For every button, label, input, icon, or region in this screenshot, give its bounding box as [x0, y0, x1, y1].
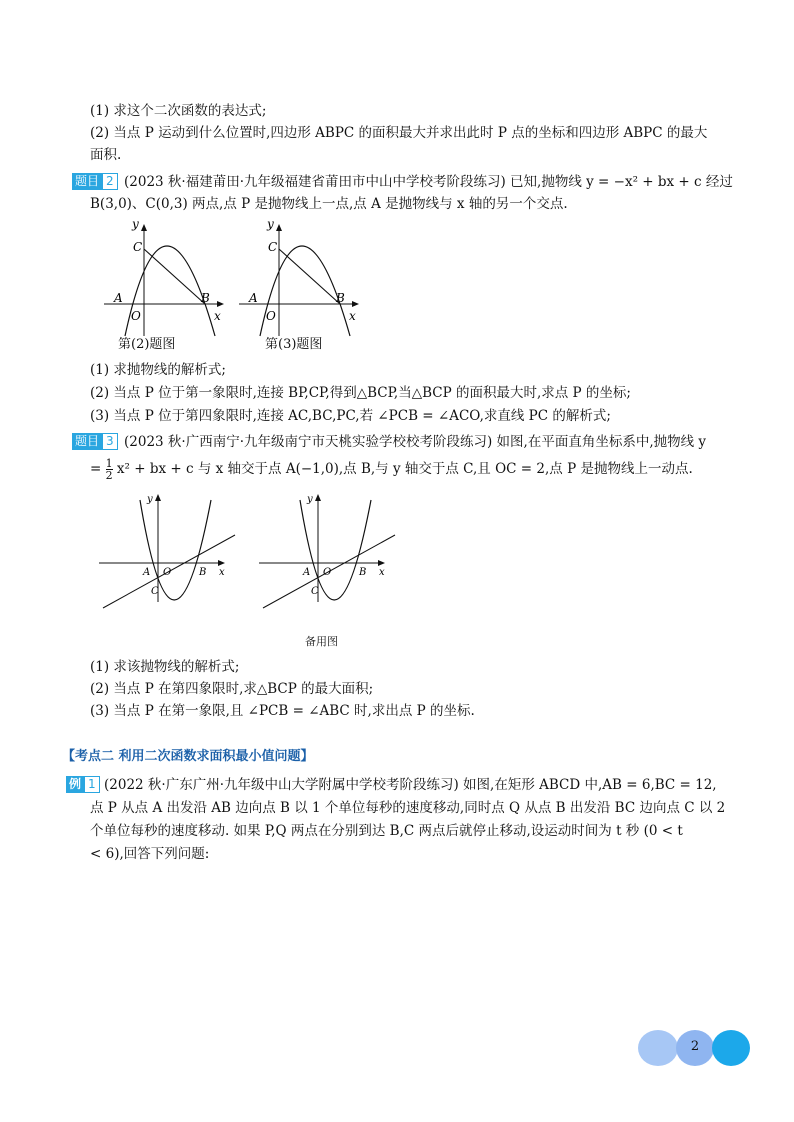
q3-stem-line1: (2023 秋·广西南宁·九年级南宁市天桃实验学校校考阶段练习) 如图,在平面直角坐标系中,抛物线 y	[124, 434, 707, 450]
q3-frac-num: 1	[105, 457, 113, 470]
q2-caption-3: 第(3)题图	[265, 337, 323, 352]
fig3-a-label: A	[249, 291, 258, 305]
q3-tag-number: 3	[102, 433, 118, 450]
q3l-a-label: A	[143, 567, 151, 578]
q3-part3: (3) 当点 P 在第一象限,且 ∠PCB = ∠ABC 时,求出点 P 的坐标.	[90, 703, 475, 719]
q3-tag	[72, 433, 118, 450]
ex1-tag	[66, 776, 100, 793]
q3l-b-label: B	[199, 567, 207, 578]
q2-stem-line1: (2023 秋·福建莆田·九年级福建省莆田市中山中学校考阶段练习) 已知,抛物线 y = −x² + bx + c 经过	[124, 174, 733, 190]
ex1-tag-label: 例	[66, 776, 84, 793]
q3l-y-label: y	[147, 494, 153, 505]
section-heading: 【考点二 利用二次函数求面积最小值问题】	[62, 749, 314, 764]
q2-caption-2: 第(2)题图	[118, 337, 176, 352]
q2-tag	[72, 173, 118, 190]
ex1-line1: (2022 秋·广东广州·九年级中山大学附属中学校考阶段练习) 如图,在矩形 ABCD 中,AB = 6,BC = 12,	[104, 777, 717, 793]
q3l-o-label: O	[163, 567, 172, 578]
fig2-a-label: A	[114, 291, 123, 305]
q2-figure-3	[235, 220, 365, 338]
q3-part1: (1) 求该抛物线的解析式;	[90, 659, 240, 675]
q3-tag-label: 题目	[72, 433, 102, 450]
q3-stem-line2	[90, 458, 693, 481]
q2-figure-2	[100, 220, 230, 338]
fig2-c-label: C	[133, 240, 143, 254]
q3-figure-right	[255, 490, 405, 610]
q3r-c-label: C	[311, 586, 319, 597]
q1-part1: (1) 求这个二次函数的表达式;	[90, 103, 267, 119]
fig3-o-label: O	[266, 309, 276, 323]
fig2-o-label: O	[131, 309, 141, 323]
q3-figure-left	[95, 490, 245, 610]
page-badge-left-circle	[638, 1030, 678, 1066]
q3-caption: 备用图	[305, 635, 338, 648]
ex1-line2: 点 P 从点 A 出发沿 AB 边向点 B 以 1 个单位每秒的速度移动,同时点 Q 从点 B 出发沿 BC 边向点 C 以 2	[90, 800, 726, 816]
q2-part1: (1) 求抛物线的解析式;	[90, 362, 226, 378]
q1-part2-cont: 面积.	[90, 147, 122, 163]
q3-fraction	[106, 458, 113, 481]
q3-equals: =	[90, 461, 102, 477]
q3l-c-label: C	[151, 586, 159, 597]
q3r-o-label: O	[323, 567, 332, 578]
q2-tag-number: 2	[102, 173, 118, 190]
q3-part2: (2) 当点 P 在第四象限时,求△BCP 的最大面积;	[90, 681, 374, 697]
fig2-y-label: y	[132, 220, 139, 231]
ex1-line4: < 6),回答下列问题:	[90, 846, 210, 862]
fig3-x-label: x	[349, 309, 356, 323]
page-badge-right-circle	[712, 1030, 750, 1066]
fig3-y-label: y	[267, 220, 274, 231]
fig3-b-label: B	[336, 291, 345, 305]
q1-part2: (2) 当点 P 运动到什么位置时,四边形 ABPC 的面积最大并求出此时 P 点的坐标和四边形 ABPC 的最大	[90, 125, 708, 141]
ex1-line3: 个单位每秒的速度移动. 如果 P,Q 两点在分别到达 B,C 两点后就停止移动,设运动时间为 t 秒 (0 < t	[90, 823, 683, 839]
q3r-y-label: y	[307, 494, 313, 505]
q2-tag-label: 题目	[72, 173, 102, 190]
q3r-b-label: B	[359, 567, 367, 578]
q2-stem-line2: B(3,0)、C(0,3) 两点,点 P 是抛物线上一点,点 A 是抛物线与 x 轴的另一个交点.	[90, 196, 568, 212]
q2-part2: (2) 当点 P 位于第一象限时,连接 BP,CP,得到△BCP,当△BCP 的面积最大时,求点 P 的坐标;	[90, 385, 631, 401]
q3r-x-label: x	[379, 567, 385, 578]
fig2-x-label: x	[214, 309, 221, 323]
ex1-tag-number: 1	[84, 776, 100, 793]
fig2-b-label: B	[201, 291, 210, 305]
q3-frac-den: 2	[105, 469, 113, 482]
q3l-x-label: x	[219, 567, 225, 578]
page-number: 2	[690, 1039, 700, 1054]
q3-stem-rest: x² + bx + c 与 x 轴交于点 A(−1,0),点 B,与 y 轴交于点 C,且 OC = 2,点 P 是抛物线上一动点.	[116, 461, 693, 477]
q3r-a-label: A	[303, 567, 311, 578]
fig3-c-label: C	[268, 240, 278, 254]
q2-part3: (3) 当点 P 位于第四象限时,连接 AC,BC,PC,若 ∠PCB = ∠ACO,求直线 PC 的解析式;	[90, 408, 611, 424]
